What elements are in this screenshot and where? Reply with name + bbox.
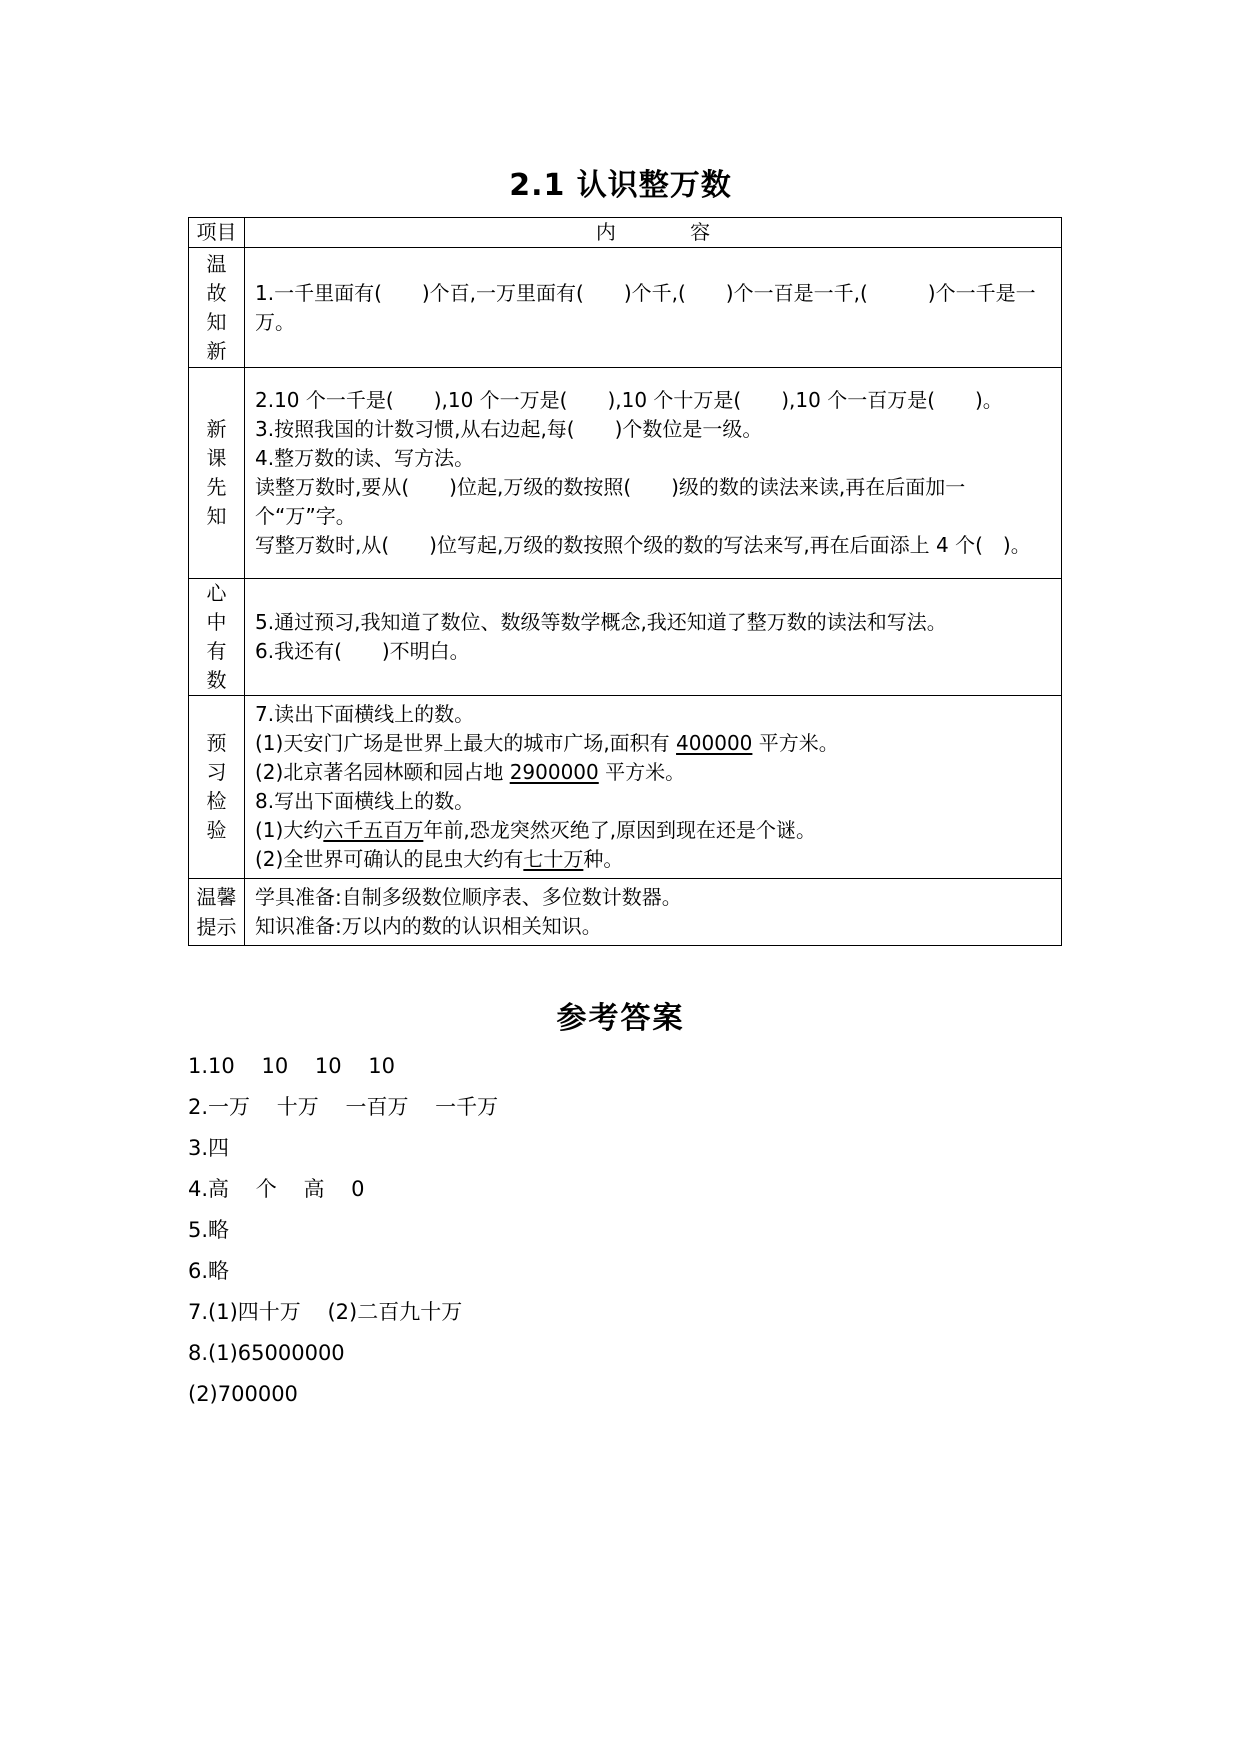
row-label-check: 预 习 检 验	[189, 696, 245, 879]
row-label-new-lesson: 新 课 先 知	[189, 368, 245, 579]
page-title: 2.1 认识整万数	[509, 168, 732, 203]
answer-line: 7.(1)四十万 (2)二百九十万	[188, 1300, 463, 1324]
question-8: 8.写出下面横线上的数。	[255, 789, 475, 813]
underlined-number: 七十万	[523, 847, 584, 871]
preview-plan-table	[188, 217, 1062, 946]
writing-rule: 写整万数时,从( )位写起,万级的数按照个级的数的写法来写,再在后面添上 4 个( )。	[255, 533, 1031, 557]
header-content	[245, 218, 1062, 248]
row-label-summary: 心 中 有 数	[189, 579, 245, 696]
table-row	[189, 879, 1062, 946]
knowledge-prep: 知识准备:万以内的数的认识相关知识。	[255, 914, 602, 938]
question-7-2: (2)北京著名园林颐和园占地 2900000 平方米。	[255, 760, 686, 784]
underlined-number: 六千五百万	[323, 818, 424, 842]
row-label-tips: 温馨 提示	[189, 879, 245, 946]
answer-line: 6.略	[188, 1259, 230, 1283]
header-item: 项目	[189, 218, 245, 248]
question-7: 7.读出下面横线上的数。	[255, 702, 475, 726]
header-content-label: 内 容	[595, 220, 745, 244]
question-5: 5.通过预习,我知道了数位、数级等数学概念,我还知道了整万数的读法和写法。	[255, 610, 947, 634]
question-8-2: (2)全世界可确认的昆虫大约有七十万种。	[255, 847, 624, 871]
answers-title: 参考答案	[556, 1001, 685, 1036]
table-row	[189, 248, 1062, 368]
answer-line: 3.四	[188, 1136, 230, 1160]
underlined-number: 2900000	[509, 760, 599, 784]
answer-line: 8.(1)65000000	[188, 1341, 345, 1365]
answer-line: 4.高 个 高 0	[188, 1177, 365, 1201]
table-row	[189, 579, 1062, 696]
answer-line: 2.一万 十万 一百万 一千万	[188, 1095, 499, 1119]
table-row	[189, 368, 1062, 579]
table-header-row	[189, 218, 1062, 248]
row-content-review	[245, 248, 1062, 368]
question-1: 1.一千里面有( )个百,一万里面有( )个千,( )个一百是一千,( )个一千是一万。	[255, 280, 1036, 334]
row-label-review: 温 故 知 新	[189, 248, 245, 368]
question-8-1: (1)大约六千五百万年前,恐龙突然灭绝了,原因到现在还是个谜。	[255, 818, 817, 842]
row-content-summary	[245, 579, 1062, 696]
answer-list	[188, 1046, 1058, 1415]
answer-line: (2)700000	[188, 1382, 298, 1406]
question-3: 3.按照我国的计数习惯,从右边起,每( )个数位是一级。	[255, 417, 763, 441]
row-content-tips	[245, 879, 1062, 946]
underlined-number: 400000	[676, 731, 753, 755]
question-4: 4.整万数的读、写方法。	[255, 446, 475, 470]
question-2: 2.10 个一千是( ),10 个一万是( ),10 个十万是( ),10 个一百万是( )。	[255, 388, 1003, 412]
question-6: 6.我还有( )不明白。	[255, 639, 470, 663]
tools-prep: 学具准备:自制多级数位顺序表、多位数计数器。	[255, 885, 682, 909]
row-content-new-lesson	[245, 368, 1062, 579]
question-7-1: (1)天安门广场是世界上最大的城市广场,面积有 400000 平方米。	[255, 731, 839, 755]
answer-line: 1.10 10 10 10	[188, 1054, 396, 1078]
table-row	[189, 696, 1062, 879]
answer-line: 5.略	[188, 1218, 230, 1242]
row-content-check	[245, 696, 1062, 879]
reading-rule: 读整万数时,要从( )位起,万级的数按照( )级的数的读法来读,再在后面加一个“万”字。	[255, 475, 966, 528]
